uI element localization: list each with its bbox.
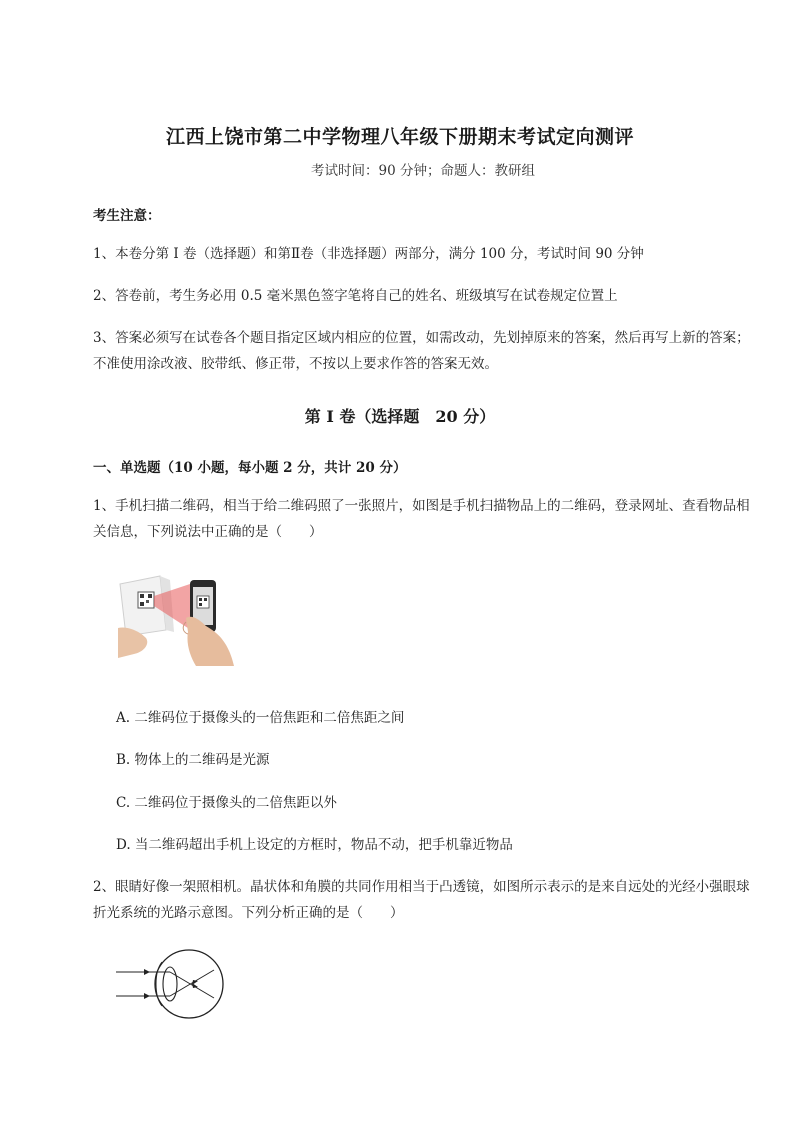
- notice-item-1: 1、本卷分第 I 卷（选择题）和第Ⅱ卷（非选择题）两部分，满分 100 分，考试时间 90 分钟: [93, 246, 644, 262]
- page-subtitle: 考试时间：90 分钟；命题人：教研组: [311, 163, 535, 179]
- section-title: 第 I 卷（选择题 20 分）: [304, 407, 496, 426]
- part-heading: 一、单选题（10 小题，每小题 2 分，共计 20 分）: [93, 460, 407, 476]
- notice-item-3: 3、答案必须写在试卷各个题目指定区域内相应的位置，如需改动，先划掉原来的答案，然后再写上新的答案；不准使用涂改液、胶带纸、修正带，不按以上要求作答的答案无效。: [93, 330, 750, 372]
- question-1-option-c: C. 二维码位于摄像头的二倍焦距以外: [116, 795, 337, 811]
- question-1-option-b: B. 物体上的二维码是光源: [116, 752, 270, 768]
- notice-heading: 考生注意：: [93, 208, 161, 224]
- eye-diagram-svg: [114, 944, 224, 1024]
- question-1-option-d: D. 当二维码超出手机上设定的方框时，物品不动，把手机靠近物品: [116, 837, 513, 853]
- notice-item-2: 2、答卷前，考生务必用 0.5 毫米黑色签字笔将自己的姓名、班级填写在试卷规定位置上: [93, 288, 618, 304]
- eye-light-path-diagram: [114, 944, 224, 1024]
- question-1-option-a: A. 二维码位于摄像头的一倍焦距和二倍焦距之间: [116, 710, 405, 726]
- question-2-stem: 2、眼睛好像一架照相机。晶状体和角膜的共同作用相当于凸透镜，如图所示表示的是来自远处的光经小强眼球折光系统的光路示意图。下列分析正确的是（ ）: [93, 879, 750, 921]
- question-1-stem: 1、手机扫描二维码，相当于给二维码照了一张照片，如图是手机扫描物品上的二维码，登录网址、查看物品相关信息，下列说法中正确的是（ ）: [93, 498, 750, 540]
- page-title: 江西上饶市第二中学物理八年级下册期末考试定向测评: [165, 126, 634, 148]
- qr-scan-photo: [116, 570, 236, 668]
- qr-scan-illustration: [116, 570, 236, 668]
